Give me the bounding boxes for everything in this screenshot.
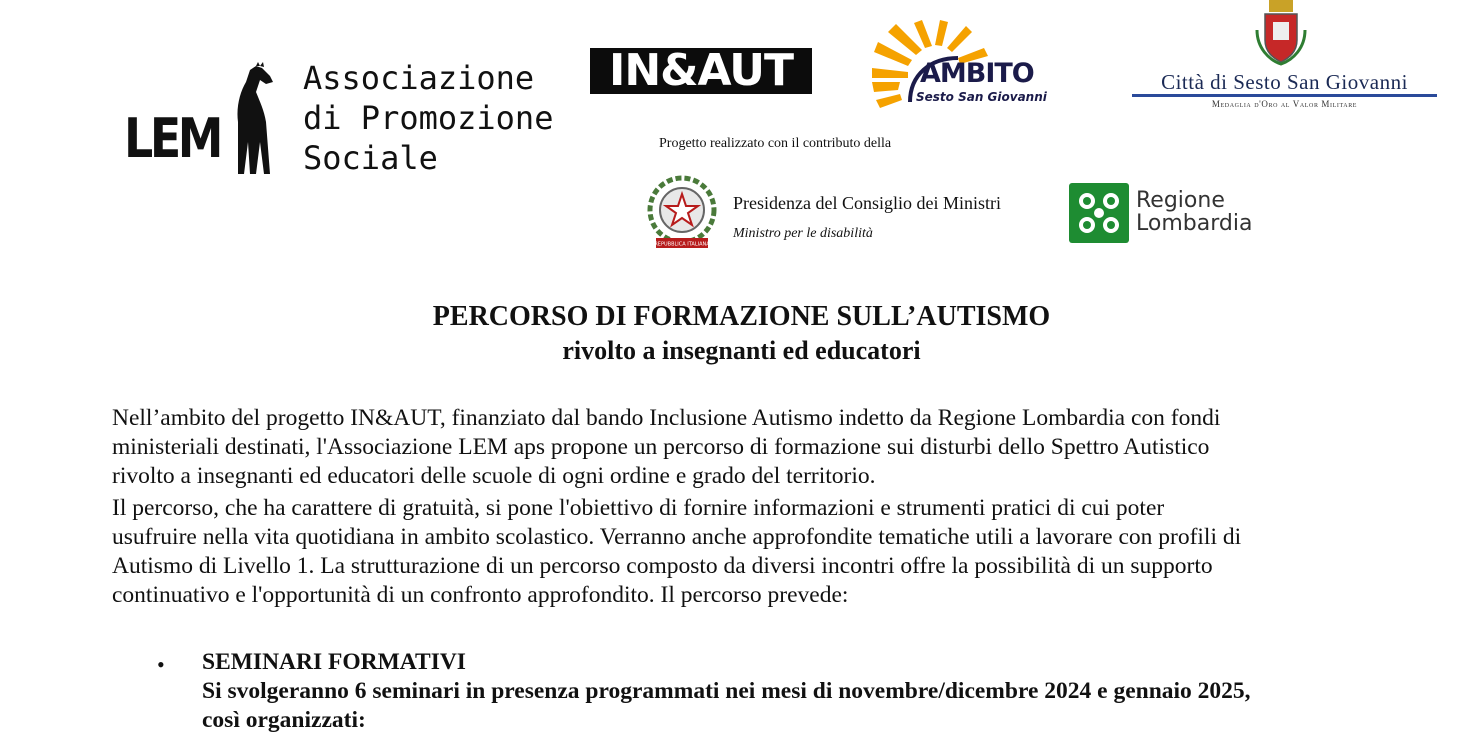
seminari-description [202, 677, 1251, 735]
regione-lombardia-wordmark [1136, 189, 1252, 235]
association-name [303, 58, 553, 178]
regione-lombardia-icon [1069, 183, 1129, 243]
paragraph-line: continuativo e l'opportunità di un confronto approfondito. Il percorso prevede: [112, 582, 849, 608]
italian-republic-emblem-icon [646, 174, 718, 252]
paragraph-line: Il percorso, che ha carattere di gratuità, si pone l'obiettivo di fornire informazioni e strumenti pratici di cui poter [112, 495, 1165, 521]
sesto-medal-caption: Medaglia d'Oro al Valor Militare [1211, 99, 1358, 109]
sesto-name: Città di Sesto San Giovanni [1161, 70, 1408, 94]
association-line: di Promozione [303, 99, 554, 137]
lombardy-rose-icon [1069, 183, 1129, 243]
sesto-crest-icon [1255, 0, 1307, 66]
document-title: PERCORSO DI FORMAZIONE SULL’AUTISMO [432, 301, 1051, 332]
sesto-divider [1132, 94, 1437, 97]
presidenza-title: Presidenza del Consiglio dei Ministri [733, 193, 1001, 213]
seminari-line: così organizzati: [202, 707, 366, 733]
seminari-line: Si svolgeranno 6 seminari in presenza programmati nei mesi di novembre/dicembre 2024 e gennaio 2025, [202, 678, 1251, 704]
document-subtitle: rivolto a insegnanti ed educatori [562, 336, 921, 365]
inaut-logo: IN&AUT [590, 48, 812, 94]
regione-line1: Regione [1136, 188, 1225, 213]
percorso-paragraph [112, 494, 1387, 610]
intro-paragraph [112, 404, 1387, 491]
emblem-ribbon-text: REPUBBLICA ITALIANA [654, 241, 710, 248]
regione-line2: Lombardia [1136, 211, 1253, 236]
seminari-heading: SEMINARI FORMATIVI [202, 649, 466, 675]
ambito-subtitle: Sesto San Giovanni [916, 90, 1047, 104]
paragraph-line: Nell’ambito del progetto IN&AUT, finanziato dal bando Inclusione Autismo indetto da Regione Lombardia con fondi [112, 405, 1221, 431]
ambito-title: AMBITO [920, 58, 1034, 89]
presidenza-subtitle: Ministro per le disabilità [733, 226, 873, 241]
contribution-note: Progetto realizzato con il contributo della [659, 136, 892, 151]
paragraph-line: ministeriali destinati, l'Associazione LEM aps propone un percorso di formazione sui disturbi dello Spettro Autistico [112, 434, 1210, 460]
association-line: Associazione [303, 59, 535, 97]
paragraph-line: rivolto a insegnanti ed educatori delle scuole di ogni ordine e grado del territorio. [112, 463, 876, 489]
list-bullet: • [157, 652, 165, 677]
lem-wordmark: LEM [124, 107, 221, 170]
paragraph-line: usufruire nella vita quotidiana in ambito scolastico. Verranno anche approfondite tematiche utili a lavorare con profili di [112, 524, 1242, 550]
paragraph-line: Autismo di Livello 1. La strutturazione di un percorso composto da diversi incontri offre la possibilità di un supporto [112, 553, 1213, 579]
association-line: Sociale [303, 139, 438, 177]
